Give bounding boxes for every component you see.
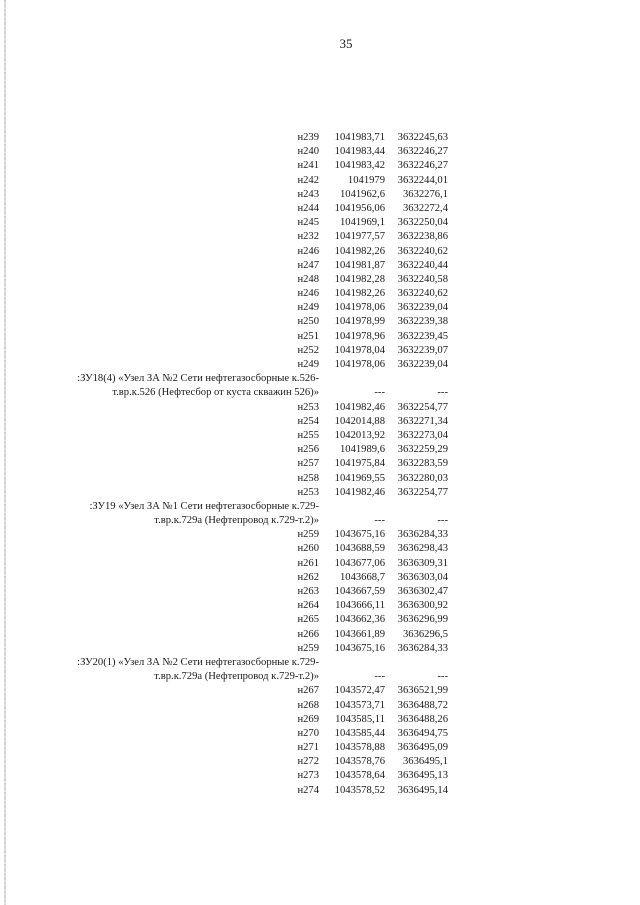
point-label: н261 bbox=[297, 557, 319, 569]
point-label: н249 bbox=[297, 302, 319, 314]
table-row bbox=[0, 642, 640, 656]
x-coordinate: 1041978,96 bbox=[334, 330, 385, 342]
x-coordinate: 1043578,88 bbox=[334, 742, 385, 754]
x-coordinate: 1041956,06 bbox=[334, 202, 385, 214]
table-row bbox=[0, 202, 640, 216]
table-row bbox=[0, 401, 640, 415]
x-coordinate: 1043668,7 bbox=[339, 571, 385, 583]
x-coordinate: 1041975,84 bbox=[334, 458, 385, 470]
y-coordinate: 3636298,43 bbox=[397, 543, 448, 555]
y-coordinate: 3632246,27 bbox=[397, 146, 448, 158]
y-coordinate: 3632239,07 bbox=[397, 344, 448, 356]
x-coordinate: 1041982,26 bbox=[334, 245, 385, 257]
table-row bbox=[0, 245, 640, 259]
table-row bbox=[0, 571, 640, 585]
point-label: н262 bbox=[297, 571, 319, 583]
x-coordinate: 1041982,26 bbox=[334, 288, 385, 300]
y-coordinate: 3636296,5 bbox=[402, 628, 448, 640]
y-coordinate: 3632244,01 bbox=[397, 174, 448, 186]
table-row bbox=[0, 755, 640, 769]
table-row bbox=[0, 145, 640, 159]
x-coordinate: 1043572,47 bbox=[334, 685, 385, 697]
point-label: н259 bbox=[297, 529, 319, 541]
table-row bbox=[0, 330, 640, 344]
x-coordinate: 1043688,59 bbox=[334, 543, 385, 555]
point-label: н239 bbox=[297, 132, 319, 143]
x-coordinate: 1041977,57 bbox=[334, 231, 385, 243]
point-label: н274 bbox=[297, 784, 319, 796]
section-y-placeholder: --- bbox=[437, 671, 448, 683]
section-title bbox=[89, 500, 319, 528]
x-coordinate: 1041983,44 bbox=[334, 146, 385, 158]
y-coordinate: 3636488,72 bbox=[397, 699, 448, 711]
point-label: н253 bbox=[297, 486, 319, 498]
x-coordinate: 1043573,71 bbox=[334, 699, 385, 711]
table-row bbox=[0, 443, 640, 457]
y-coordinate: 3632276,1 bbox=[402, 188, 448, 200]
table-row bbox=[0, 684, 640, 698]
point-label: н249 bbox=[297, 359, 319, 370]
table-row bbox=[0, 259, 640, 273]
table-row bbox=[0, 769, 640, 783]
table-row bbox=[0, 613, 640, 627]
coordinates-table bbox=[0, 131, 640, 798]
y-coordinate: 3636488,26 bbox=[397, 713, 448, 725]
table-row bbox=[0, 230, 640, 244]
point-label: н248 bbox=[297, 273, 319, 285]
y-coordinate: 3632280,03 bbox=[397, 472, 448, 484]
y-coordinate: 3636284,33 bbox=[397, 529, 448, 541]
table-row bbox=[0, 287, 640, 301]
table-row bbox=[0, 301, 640, 315]
x-coordinate: 1041978,99 bbox=[334, 316, 385, 328]
y-coordinate: 3632239,04 bbox=[397, 302, 448, 314]
x-coordinate: 1041979 bbox=[347, 174, 385, 186]
y-coordinate: 3632254,77 bbox=[397, 486, 448, 498]
x-coordinate: 1041969,55 bbox=[334, 472, 385, 484]
point-label: н259 bbox=[297, 642, 319, 654]
point-label: н243 bbox=[297, 188, 319, 200]
x-coordinate: 1041969,1 bbox=[339, 217, 385, 229]
y-coordinate: 3632272,4 bbox=[402, 202, 448, 214]
x-coordinate: 1041978,06 bbox=[334, 302, 385, 314]
y-coordinate: 3632245,63 bbox=[397, 132, 448, 143]
y-coordinate: 3636309,31 bbox=[397, 557, 448, 569]
point-label: н260 bbox=[297, 543, 319, 555]
point-label: н255 bbox=[297, 429, 319, 441]
point-label: н258 bbox=[297, 472, 319, 484]
x-coordinate: 1041978,06 bbox=[334, 359, 385, 370]
section-title bbox=[77, 372, 319, 400]
x-coordinate: 1041982,46 bbox=[334, 401, 385, 413]
y-coordinate: 3632273,04 bbox=[397, 429, 448, 441]
point-label: н251 bbox=[297, 330, 319, 342]
table-row bbox=[0, 472, 640, 486]
point-label: н263 bbox=[297, 586, 319, 598]
point-label: н254 bbox=[297, 415, 319, 427]
point-label: н253 bbox=[297, 401, 319, 413]
table-row bbox=[0, 159, 640, 173]
point-label: н264 bbox=[297, 600, 319, 612]
section-title-line1: :ЗУ18(4) «Узел ЗА №2 Сети нефтегазосборные к.526- bbox=[77, 373, 319, 385]
x-coordinate: 1043677,06 bbox=[334, 557, 385, 569]
section-x-placeholder: --- bbox=[374, 515, 385, 527]
table-row bbox=[0, 344, 640, 358]
x-coordinate: 1043578,52 bbox=[334, 784, 385, 796]
x-coordinate: 1043675,16 bbox=[334, 529, 385, 541]
y-coordinate: 3636296,99 bbox=[397, 614, 448, 626]
page-number: 35 bbox=[339, 36, 353, 51]
table-row bbox=[0, 542, 640, 556]
y-coordinate: 3632239,45 bbox=[397, 330, 448, 342]
table-row bbox=[0, 188, 640, 202]
point-label: н271 bbox=[297, 742, 319, 754]
table-row bbox=[0, 315, 640, 329]
x-coordinate: 1042014,88 bbox=[334, 415, 385, 427]
section-title-line2: т.вр.к.526 (Нефтесбор от куста скважин 526)» bbox=[112, 387, 319, 399]
y-coordinate: 3632283,59 bbox=[397, 458, 448, 470]
point-label: н244 bbox=[297, 202, 319, 214]
table-row bbox=[0, 358, 640, 372]
point-label: н232 bbox=[297, 231, 319, 243]
table-row bbox=[0, 528, 640, 542]
point-label: н269 bbox=[297, 713, 319, 725]
point-label: н266 bbox=[297, 628, 319, 640]
x-coordinate: 1041983,71 bbox=[334, 132, 385, 143]
x-coordinate: 1043661,89 bbox=[334, 628, 385, 640]
y-coordinate: 3632240,58 bbox=[397, 273, 448, 285]
y-coordinate: 3636521,99 bbox=[397, 685, 448, 697]
y-coordinate: 3632250,04 bbox=[397, 217, 448, 229]
section-header bbox=[0, 656, 640, 684]
y-coordinate: 3632239,38 bbox=[397, 316, 448, 328]
x-coordinate: 1041983,42 bbox=[334, 160, 385, 172]
y-coordinate: 3636494,75 bbox=[397, 727, 448, 739]
table-row bbox=[0, 741, 640, 755]
x-coordinate: 1041982,28 bbox=[334, 273, 385, 285]
y-coordinate: 3632240,44 bbox=[397, 259, 448, 271]
x-coordinate: 1043662,36 bbox=[334, 614, 385, 626]
y-coordinate: 3632238,86 bbox=[397, 231, 448, 243]
x-coordinate: 1042013,92 bbox=[334, 429, 385, 441]
point-label: н272 bbox=[297, 756, 319, 768]
section-title bbox=[77, 656, 319, 684]
section-x-placeholder: --- bbox=[374, 671, 385, 683]
y-coordinate: 3636302,47 bbox=[397, 586, 448, 598]
y-coordinate: 3636303,04 bbox=[397, 571, 448, 583]
y-coordinate: 3636284,33 bbox=[397, 642, 448, 654]
y-coordinate: 3636300,92 bbox=[397, 600, 448, 612]
section-title-line2: т.вр.к.729а (Нефтепровод к.729-т.2)» bbox=[154, 671, 319, 683]
x-coordinate: 1043585,44 bbox=[334, 727, 385, 739]
table-row bbox=[0, 557, 640, 571]
x-coordinate: 1041989,6 bbox=[339, 444, 385, 456]
table-row bbox=[0, 457, 640, 471]
table-row bbox=[0, 216, 640, 230]
table-row bbox=[0, 273, 640, 287]
y-coordinate: 3636495,09 bbox=[397, 742, 448, 754]
point-label: н265 bbox=[297, 614, 319, 626]
point-label: н270 bbox=[297, 727, 319, 739]
section-x-placeholder: --- bbox=[374, 387, 385, 399]
table-row bbox=[0, 713, 640, 727]
x-coordinate: 1041981,87 bbox=[334, 259, 385, 271]
y-coordinate: 3632239,04 bbox=[397, 359, 448, 370]
y-coordinate: 3632259,29 bbox=[397, 444, 448, 456]
x-coordinate: 1043675,16 bbox=[334, 642, 385, 654]
y-coordinate: 3636495,13 bbox=[397, 770, 448, 782]
table-row bbox=[0, 784, 640, 798]
y-coordinate: 3632240,62 bbox=[397, 245, 448, 257]
section-header bbox=[0, 372, 640, 400]
x-coordinate: 1041978,04 bbox=[334, 344, 385, 356]
section-title-line2: т.вр.к.729а (Нефтепровод к.729-т.2)» bbox=[154, 515, 319, 527]
section-header bbox=[0, 500, 640, 528]
y-coordinate: 3632254,77 bbox=[397, 401, 448, 413]
point-label: н252 bbox=[297, 344, 319, 356]
table-row bbox=[0, 486, 640, 500]
table-row bbox=[0, 415, 640, 429]
point-label: н245 bbox=[297, 217, 319, 229]
point-label: н267 bbox=[297, 685, 319, 697]
point-label: н273 bbox=[297, 770, 319, 782]
point-label: н250 bbox=[297, 316, 319, 328]
table-row bbox=[0, 429, 640, 443]
point-label: н242 bbox=[297, 174, 319, 186]
x-coordinate: 1041962,6 bbox=[339, 188, 385, 200]
table-row bbox=[0, 599, 640, 613]
point-label: н240 bbox=[297, 146, 319, 158]
y-coordinate: 3632271,34 bbox=[397, 415, 448, 427]
table-row bbox=[0, 727, 640, 741]
y-coordinate: 3636495,14 bbox=[397, 784, 448, 796]
y-coordinate: 3632240,62 bbox=[397, 288, 448, 300]
point-label: н246 bbox=[297, 245, 319, 257]
section-y-placeholder: --- bbox=[437, 387, 448, 399]
y-coordinate: 3632246,27 bbox=[397, 160, 448, 172]
point-label: н256 bbox=[297, 444, 319, 456]
table-row bbox=[0, 628, 640, 642]
table-row bbox=[0, 699, 640, 713]
table-row bbox=[0, 174, 640, 188]
point-label: н247 bbox=[297, 259, 319, 271]
point-label: н257 bbox=[297, 458, 319, 470]
table-row bbox=[0, 131, 640, 145]
section-y-placeholder: --- bbox=[437, 515, 448, 527]
x-coordinate: 1043578,76 bbox=[334, 756, 385, 768]
table-row bbox=[0, 585, 640, 599]
point-label: н246 bbox=[297, 288, 319, 300]
point-label: н241 bbox=[297, 160, 319, 172]
x-coordinate: 1043666,11 bbox=[335, 600, 385, 612]
x-coordinate: 1041982,46 bbox=[334, 486, 385, 498]
x-coordinate: 1043585,11 bbox=[335, 713, 385, 725]
section-title-line1: :ЗУ20(1) «Узел ЗА №2 Сети нефтегазосборные к.729- bbox=[77, 656, 319, 668]
y-coordinate: 3636495,1 bbox=[402, 756, 448, 768]
x-coordinate: 1043578,64 bbox=[334, 770, 385, 782]
x-coordinate: 1043667,59 bbox=[334, 586, 385, 598]
point-label: н268 bbox=[297, 699, 319, 711]
section-title-line1: :ЗУ19 «Узел ЗА №1 Сети нефтегазосборные к.729- bbox=[89, 500, 319, 512]
